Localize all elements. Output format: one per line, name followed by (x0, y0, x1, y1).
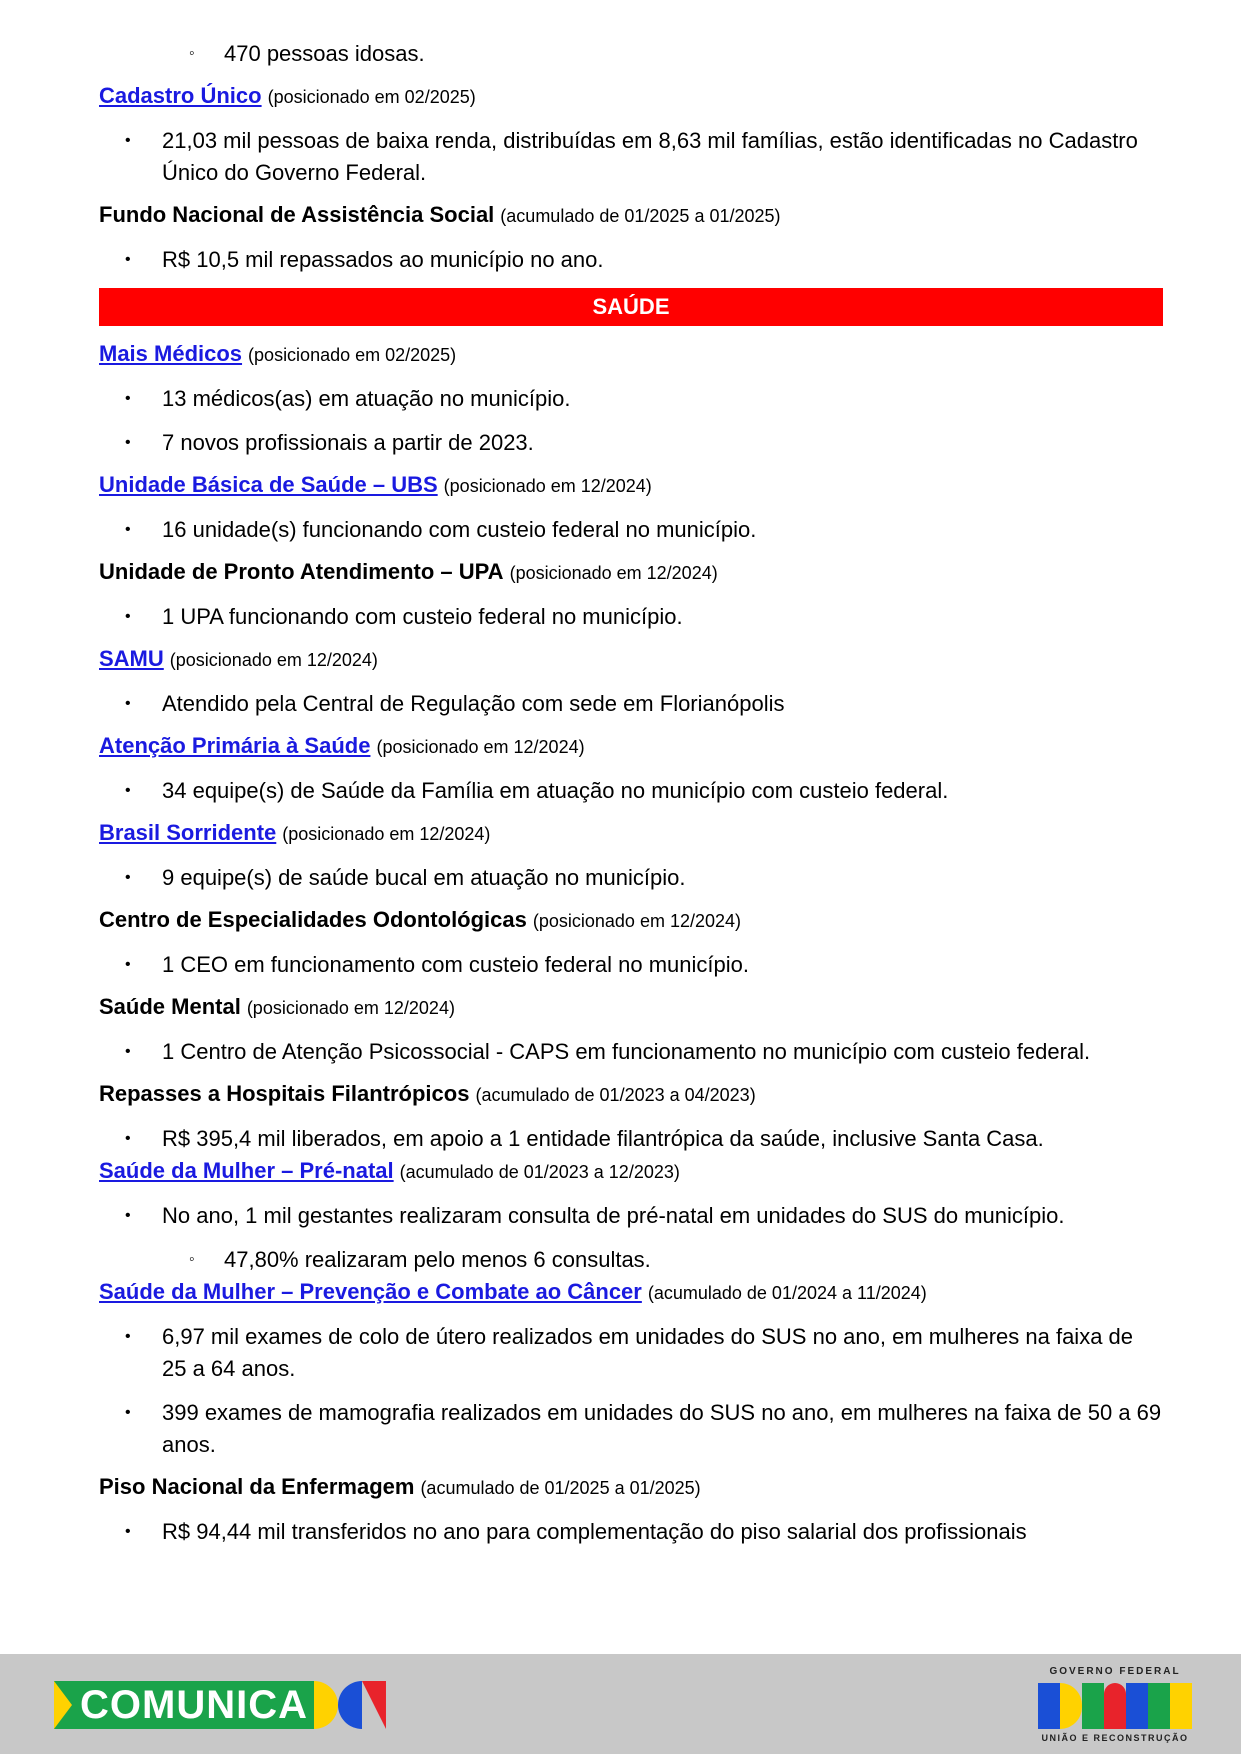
mental-list (99, 1036, 1163, 1068)
sorridente-note: (posicionado em 12/2024) (282, 824, 491, 844)
ubs-list (99, 514, 1163, 546)
brasil-shape-icon (1126, 1683, 1148, 1729)
section-header-saude: SAÚDE (99, 288, 1163, 326)
upa-list (99, 601, 1163, 633)
ubs-heading (99, 471, 1163, 500)
prenatal-heading (99, 1157, 1163, 1186)
upa-heading (99, 558, 1163, 587)
cadastro-note: (posicionado em 02/2025) (267, 87, 476, 107)
enfermagem-heading (99, 1473, 1163, 1502)
samu-link[interactable]: SAMU (99, 646, 164, 671)
mais-medicos-note: (posicionado em 02/2025) (248, 345, 457, 365)
gov-top-text: GOVERNO FEDERAL (1049, 1666, 1181, 1677)
gov-bottom-text: UNIÃO E RECONSTRUÇÃO (1041, 1733, 1189, 1743)
brasil-shape-icon (1060, 1683, 1082, 1729)
cancer-link[interactable]: Saúde da Mulher – Prevenção e Combate ao Câncer (99, 1279, 642, 1304)
mais-medicos-heading (99, 340, 1163, 369)
cancer-heading (99, 1278, 1163, 1307)
ceo-list (99, 949, 1163, 981)
brasil-shape-icon (1170, 1683, 1192, 1729)
list-item: • 9 equipe(s) de saúde bucal em atuação no município. (99, 862, 1163, 894)
enfermagem-note: (acumulado de 01/2025 a 01/2025) (420, 1478, 701, 1498)
upa-note: (posicionado em 12/2024) (509, 563, 718, 583)
list-item: • 1 Centro de Atenção Psicossocial - CAPS em funcionamento no município com custeio federal. (99, 1036, 1163, 1068)
list-item: • R$ 395,4 mil liberados, em apoio a 1 entidade filantrópica da saúde, inclusive Santa Casa. (99, 1123, 1163, 1155)
document-body (99, 38, 1163, 1560)
top-sublist (99, 38, 1163, 70)
list-item: • 7 novos profissionais a partir de 2023. (99, 427, 1163, 459)
mental-title: Saúde Mental (99, 994, 241, 1019)
filantropicos-list (99, 1123, 1163, 1155)
governo-federal-logo (1030, 1666, 1200, 1746)
list-item: • 1 CEO em funcionamento com custeio federal no município. (99, 949, 1163, 981)
filantropicos-title: Repasses a Hospitais Filantrópicos (99, 1081, 470, 1106)
list-item: • 21,03 mil pessoas de baixa renda, distribuídas em 8,63 mil famílias, estão identificadas no Cadastro Único do Governo Federal. (99, 125, 1163, 189)
comunica-wordmark: COMUNICA (54, 1681, 314, 1729)
list-item: • 399 exames de mamografia realizados em unidades do SUS no ano, em mulheres na faixa de 50 a 69 anos. (99, 1397, 1163, 1461)
aps-heading (99, 732, 1163, 761)
ubs-link[interactable]: Unidade Básica de Saúde – UBS (99, 472, 438, 497)
samu-heading (99, 645, 1163, 674)
upa-title: Unidade de Pronto Atendimento – UPA (99, 559, 504, 584)
mais-medicos-link[interactable]: Mais Médicos (99, 341, 243, 366)
sorridente-link[interactable]: Brasil Sorridente (99, 820, 277, 845)
list-item: • Atendido pela Central de Regulação com sede em Florianópolis (99, 688, 1163, 720)
list-item: • R$ 10,5 mil repassados ao município no ano. (99, 244, 1163, 276)
list-item: • R$ 94,44 mil transferidos no ano para complementação do piso salarial dos profissionais (99, 1516, 1163, 1548)
mais-medicos-list (99, 383, 1163, 459)
fnas-title: Fundo Nacional de Assistência Social (99, 202, 495, 227)
ubs-note: (posicionado em 12/2024) (443, 476, 652, 496)
samu-note: (posicionado em 12/2024) (169, 650, 378, 670)
mental-note: (posicionado em 12/2024) (246, 998, 455, 1018)
list-item: • 16 unidade(s) funcionando com custeio federal no município. (99, 514, 1163, 546)
br-mark-icon (314, 1681, 386, 1729)
fnas-heading (99, 201, 1163, 230)
enfermagem-list (99, 1516, 1163, 1548)
prenatal-list (99, 1200, 1163, 1232)
mental-heading (99, 993, 1163, 1022)
list-item: • 13 médicos(as) em atuação no município. (99, 383, 1163, 415)
cadastro-list (99, 125, 1163, 189)
samu-list (99, 688, 1163, 720)
brasil-shape-icon (1038, 1683, 1060, 1729)
sorridente-list (99, 862, 1163, 894)
br-shape-icon (362, 1681, 386, 1729)
list-item: ◦ 47,80% realizaram pelo menos 6 consultas. (99, 1244, 1163, 1276)
ceo-note: (posicionado em 12/2024) (532, 911, 742, 931)
prenatal-sublist (99, 1244, 1163, 1276)
aps-note: (posicionado em 12/2024) (376, 737, 585, 757)
fnas-list (99, 244, 1163, 276)
brasil-shape-icon (1082, 1683, 1104, 1729)
aps-list (99, 775, 1163, 807)
br-shape-icon (338, 1681, 362, 1729)
list-item: • 6,97 mil exames de colo de útero realizados em unidades do SUS no ano, em mulheres na faixa de 25 a 64 anos. (99, 1321, 1163, 1385)
aps-link[interactable]: Atenção Primária à Saúde (99, 733, 371, 758)
brasil-mark-icon (1030, 1683, 1200, 1729)
prenatal-link[interactable]: Saúde da Mulher – Pré-natal (99, 1158, 394, 1183)
list-item: • No ano, 1 mil gestantes realizaram consulta de pré-natal em unidades do SUS do município. (99, 1200, 1163, 1232)
cancer-list (99, 1321, 1163, 1461)
enfermagem-title: Piso Nacional da Enfermagem (99, 1474, 415, 1499)
list-item: • 1 UPA funcionando com custeio federal no município. (99, 601, 1163, 633)
cadastro-link[interactable]: Cadastro Único (99, 83, 262, 108)
brasil-shape-icon (1148, 1683, 1170, 1729)
cadastro-heading (99, 82, 1163, 111)
filantropicos-heading (99, 1080, 1163, 1109)
ceo-title: Centro de Especialidades Odontológicas (99, 907, 527, 932)
page-footer (0, 1654, 1241, 1754)
list-item: • 34 equipe(s) de Saúde da Família em atuação no município com custeio federal. (99, 775, 1163, 807)
fnas-note: (acumulado de 01/2025 a 01/2025) (500, 206, 781, 226)
cancer-note: (acumulado de 01/2024 a 11/2024) (647, 1283, 927, 1303)
filantropicos-note: (acumulado de 01/2023 a 04/2023) (475, 1085, 756, 1105)
list-item: ◦ 470 pessoas idosas. (99, 38, 1163, 70)
brasil-shape-icon (1104, 1683, 1126, 1729)
br-shape-icon (314, 1681, 338, 1729)
sorridente-heading (99, 819, 1163, 848)
ceo-heading (99, 906, 1163, 935)
prenatal-note: (acumulado de 01/2023 a 12/2023) (399, 1162, 680, 1182)
comunica-br-logo (54, 1681, 386, 1729)
